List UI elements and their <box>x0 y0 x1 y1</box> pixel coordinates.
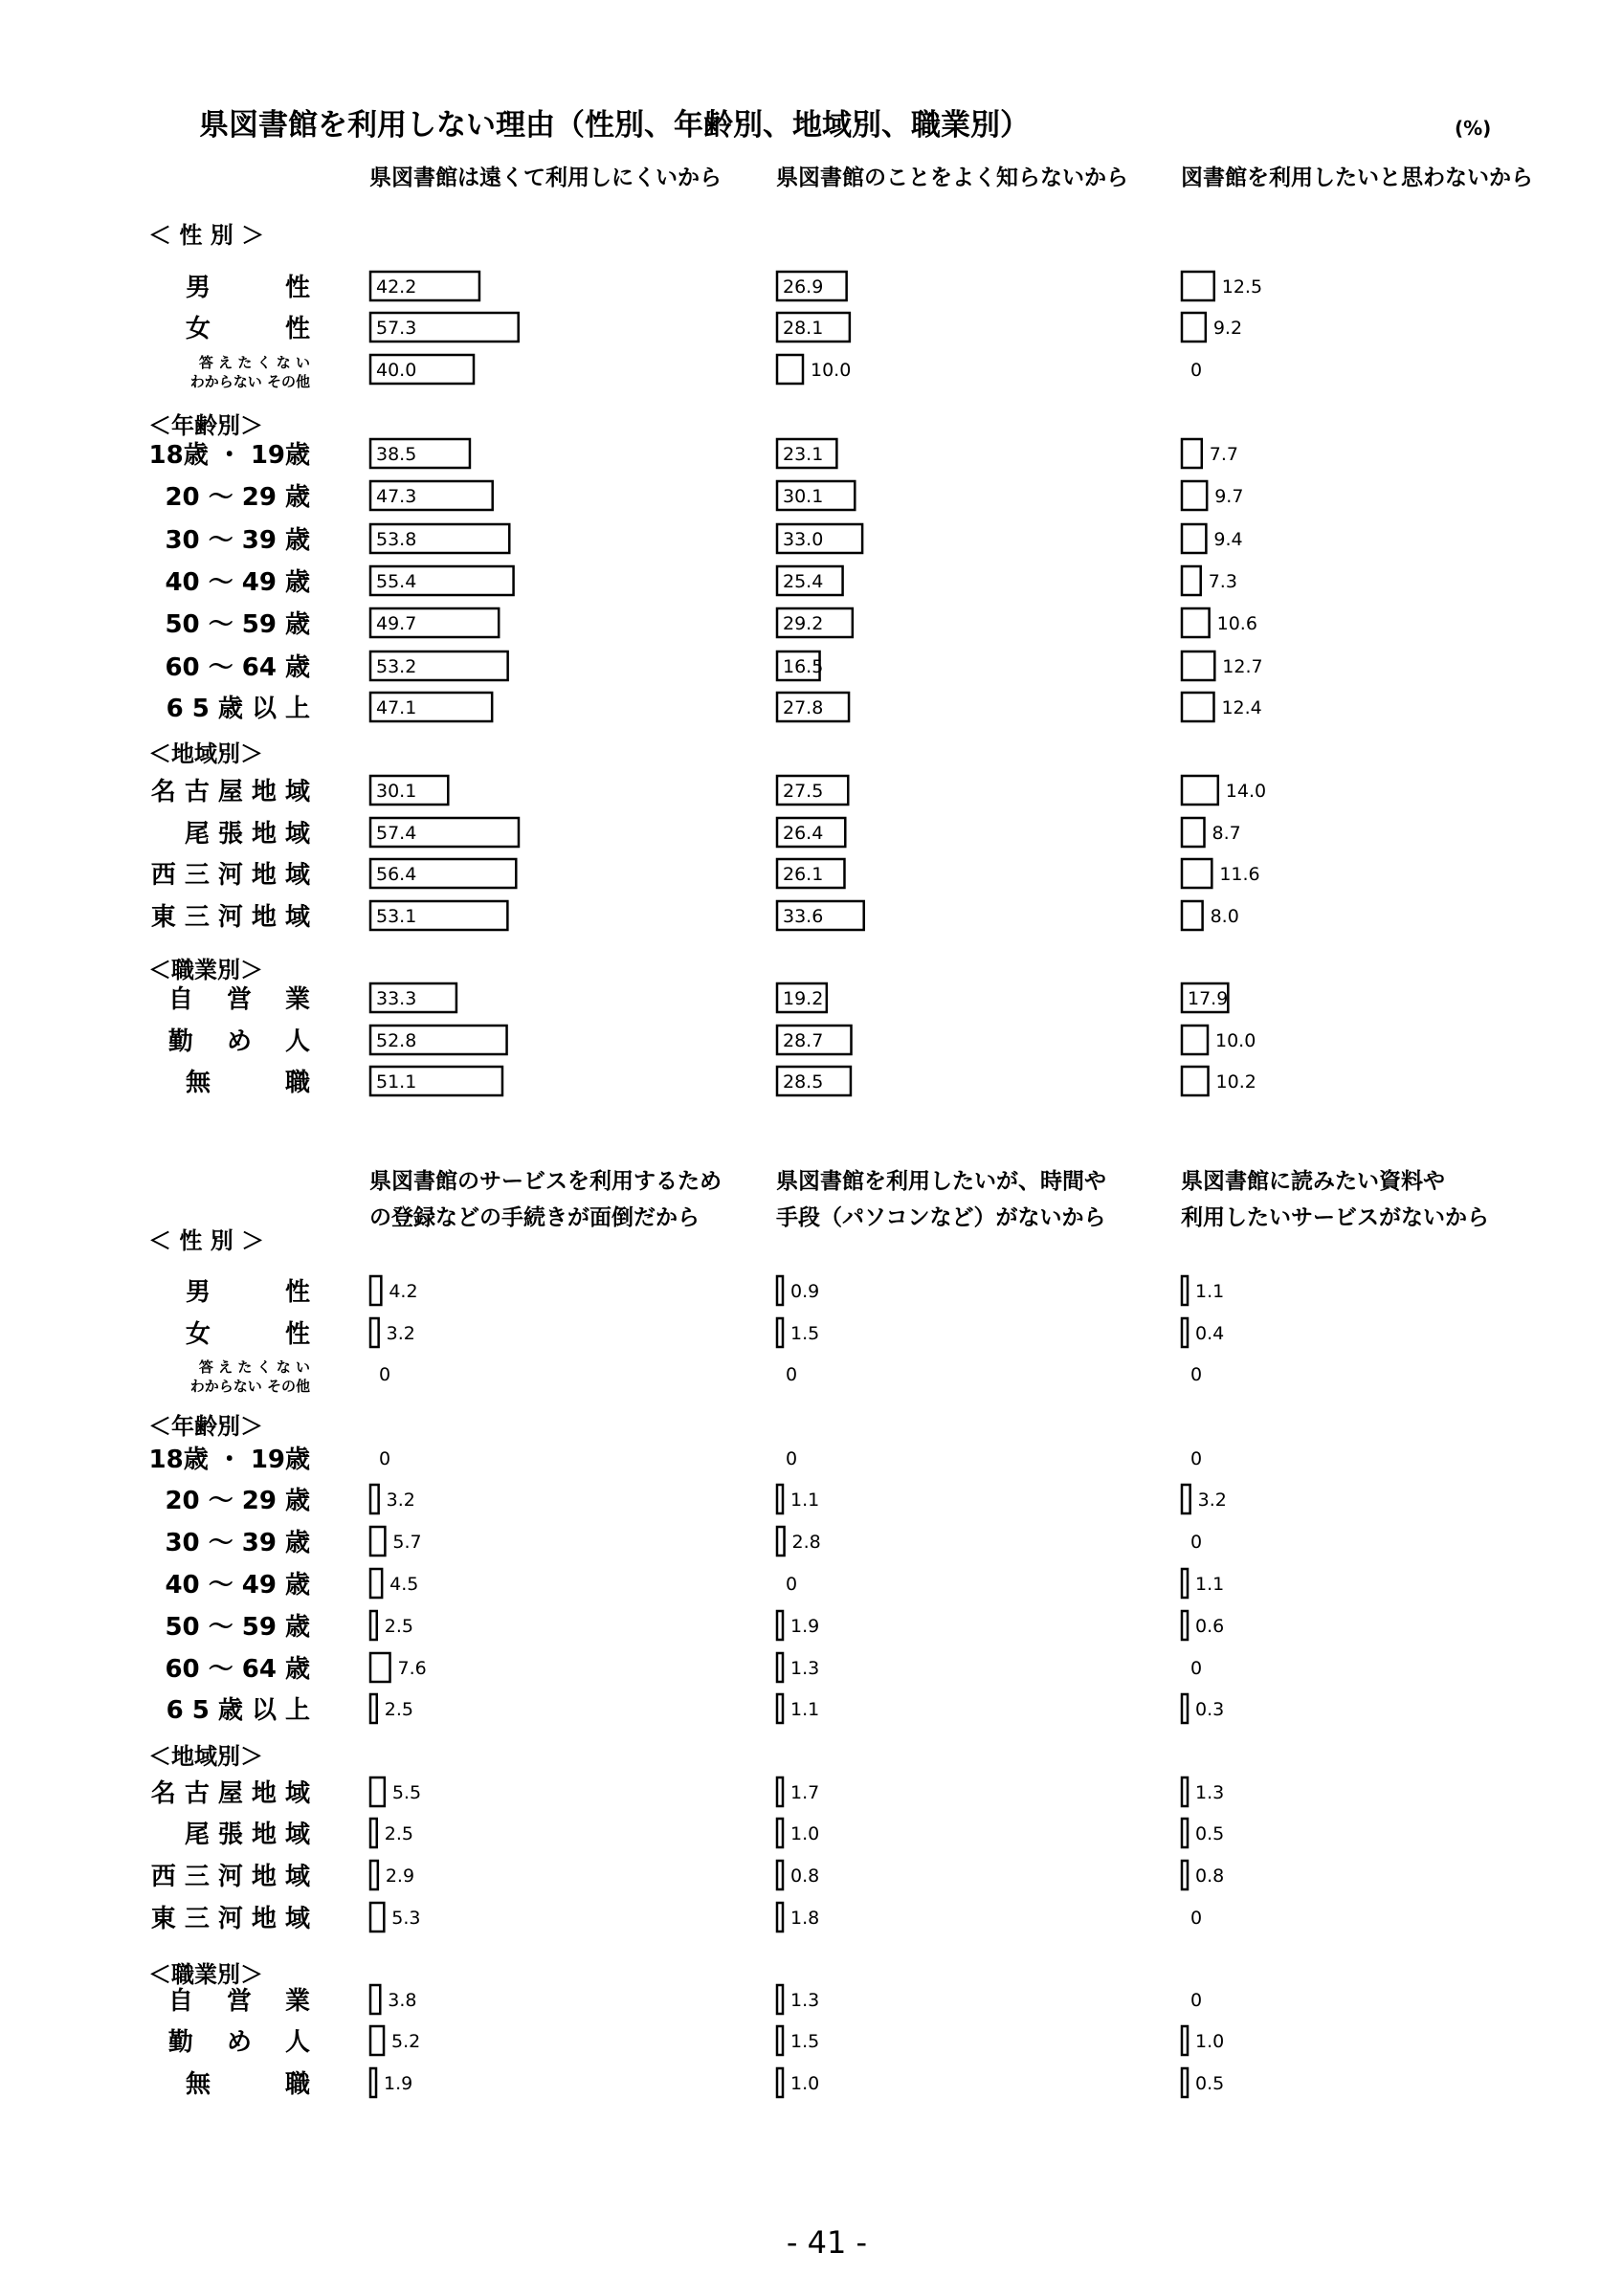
bar <box>777 1819 783 1847</box>
data-label: 14.0 <box>1225 781 1267 802</box>
data-label: 0 <box>1190 1908 1203 1929</box>
bar <box>370 1527 385 1556</box>
row-label: 40 ～ 49 歳 <box>165 568 310 597</box>
data-label: 30.1 <box>783 486 824 507</box>
data-label: 3.8 <box>388 1990 417 2011</box>
data-label: 29.2 <box>783 613 824 634</box>
data-label: 33.0 <box>783 529 824 550</box>
bar <box>1182 2026 1188 2055</box>
group-heading: ＜年齢別＞ <box>148 412 263 439</box>
data-label: 53.1 <box>376 906 417 927</box>
data-label: 11.6 <box>1219 864 1260 885</box>
data-label: 1.3 <box>1195 1782 1225 1803</box>
group-heading: ＜地域別＞ <box>148 1743 263 1770</box>
row-label: 名 古 屋 地 域 <box>150 1779 310 1808</box>
bar <box>777 1777 783 1806</box>
bar <box>370 2068 376 2097</box>
data-label: 33.6 <box>783 906 824 927</box>
data-label: 27.5 <box>783 781 824 802</box>
data-label: 12.7 <box>1222 656 1263 677</box>
row-label: 6 5 歳 以 上 <box>166 1696 310 1725</box>
data-label: 9.2 <box>1212 318 1243 339</box>
data-label: 1.0 <box>1195 2031 1225 2052</box>
bar <box>370 1653 390 1682</box>
row-label: 答 え た く な い <box>198 1358 310 1376</box>
bar <box>1182 818 1204 847</box>
data-label: 2.5 <box>384 1616 413 1637</box>
data-label: 1.9 <box>384 2073 413 2094</box>
bar <box>1182 1861 1188 1889</box>
data-label: 1.3 <box>790 1990 820 2011</box>
row-label: 答 え た く な い <box>198 354 310 371</box>
data-label: 25.4 <box>783 571 824 592</box>
data-label: 52.8 <box>376 1030 417 1051</box>
row-label: 30 ～ 39 歳 <box>165 1529 310 1557</box>
bar <box>1182 1694 1188 1723</box>
row-label: 女 性 <box>185 1320 310 1349</box>
bar <box>370 1485 379 1513</box>
column-title: 県図書館のサービスを利用するため <box>369 1169 722 1194</box>
row-label: 6 5 歳 以 上 <box>166 695 310 723</box>
bar <box>1182 651 1214 680</box>
bar <box>777 355 803 384</box>
data-label: 38.5 <box>376 444 417 465</box>
group-heading: ＜ 性 別 ＞ <box>148 1227 265 1254</box>
row-label: 男 性 <box>185 274 310 302</box>
bottom-panel <box>148 1168 1489 2099</box>
data-label: 0 <box>1190 1532 1203 1553</box>
row-label: 18歳 ・ 19歳 <box>148 1446 310 1474</box>
data-label: 1.1 <box>790 1490 820 1511</box>
data-label: 7.6 <box>397 1658 427 1679</box>
bar <box>1182 313 1206 342</box>
bar <box>370 1985 380 2014</box>
data-label: 28.5 <box>783 1071 824 1093</box>
data-label: 7.3 <box>1208 571 1237 592</box>
data-label: 19.2 <box>783 988 824 1009</box>
row-label: 50 ～ 59 歳 <box>165 1613 310 1642</box>
data-label: 0.5 <box>1195 2073 1225 2094</box>
data-label: 23.1 <box>783 444 824 465</box>
data-label: 0 <box>1190 1658 1203 1679</box>
chart-panels <box>148 165 1533 2099</box>
data-label: 0 <box>786 1448 798 1469</box>
row-label: 無 職 <box>185 1069 310 1097</box>
data-label: 33.3 <box>376 988 417 1009</box>
data-label: 47.3 <box>376 486 417 507</box>
bar <box>1182 776 1218 805</box>
data-label: 30.1 <box>376 781 417 802</box>
data-label: 51.1 <box>376 1071 417 1093</box>
data-label: 1.8 <box>790 1908 820 1929</box>
group-heading: ＜ 性 別 ＞ <box>148 222 265 249</box>
data-label: 12.5 <box>1221 276 1263 298</box>
row-label: 勤 め 人 <box>167 2028 310 2057</box>
data-label: 3.2 <box>1197 1490 1227 1511</box>
bar <box>1182 1067 1209 1095</box>
data-label: 9.4 <box>1213 529 1243 550</box>
data-label: 5.5 <box>391 1782 422 1803</box>
column-title: 図書館を利用したいと思わないから <box>1181 166 1533 190</box>
row-label: 名 古 屋 地 域 <box>150 778 310 806</box>
bar <box>777 1318 783 1347</box>
data-label: 0.5 <box>1195 1823 1225 1844</box>
data-label: 0.3 <box>1195 1699 1225 1720</box>
data-label: 8.7 <box>1212 823 1241 844</box>
bar <box>777 1276 783 1305</box>
bar <box>370 1861 378 1889</box>
data-label: 56.4 <box>376 864 417 885</box>
data-label: 53.2 <box>376 656 417 677</box>
row-label: 尾 張 地 域 <box>184 1821 310 1849</box>
data-label: 12.4 <box>1221 697 1262 718</box>
bar <box>777 1903 783 1932</box>
data-label: 10.2 <box>1215 1071 1256 1093</box>
data-label: 26.1 <box>783 864 824 885</box>
row-label: 自 営 業 <box>167 985 310 1014</box>
data-label: 10.0 <box>811 360 852 381</box>
unit-label: (%) <box>1455 117 1492 140</box>
data-label: 0.4 <box>1195 1323 1225 1344</box>
bar <box>370 1611 377 1640</box>
bar <box>370 1318 379 1347</box>
data-label: 49.7 <box>376 613 417 634</box>
data-label: 1.9 <box>790 1616 820 1637</box>
bar <box>777 2026 783 2055</box>
row-label: 西 三 河 地 域 <box>150 861 310 890</box>
data-label: 5.3 <box>391 1908 421 1929</box>
top-panel <box>148 165 1533 1097</box>
bar <box>1182 439 1202 468</box>
bar <box>777 1861 783 1889</box>
group-heading: ＜年齢別＞ <box>148 1413 263 1440</box>
bar <box>1182 272 1214 300</box>
data-label: 8.0 <box>1210 906 1239 927</box>
bar <box>777 1527 785 1556</box>
column-title: の登録などの手続きが面倒だから <box>369 1205 700 1230</box>
bar <box>777 1611 783 1640</box>
data-label: 17.9 <box>1188 988 1229 1009</box>
data-label: 0.9 <box>790 1281 820 1302</box>
data-label: 4.5 <box>389 1574 419 1595</box>
row-label: 無 職 <box>185 2070 310 2099</box>
data-label: 57.4 <box>376 823 417 844</box>
bar <box>370 2026 384 2055</box>
bar <box>1182 1276 1188 1305</box>
column-title: 利用したいサービスがないから <box>1181 1205 1489 1230</box>
bar <box>370 1819 377 1847</box>
chart-column <box>369 165 722 1095</box>
page-number: - 41 - <box>786 2224 868 2261</box>
page-title: 県図書館を利用しない理由（性別、年齢別、地域別、職業別） <box>199 108 1030 143</box>
chart-column <box>369 1168 722 2097</box>
bar <box>1182 1819 1188 1847</box>
row-label: 20 ～ 29 歳 <box>165 483 310 512</box>
row-label: 女 性 <box>185 315 310 343</box>
data-label: 7.7 <box>1209 444 1239 465</box>
data-label: 3.2 <box>386 1490 415 1511</box>
group-heading: ＜地域別＞ <box>148 740 263 767</box>
bar <box>1182 1026 1208 1054</box>
bar <box>1182 693 1213 721</box>
data-label: 55.4 <box>376 571 417 592</box>
data-label: 26.9 <box>783 276 824 298</box>
bar <box>1182 1777 1188 1806</box>
row-label: 自 営 業 <box>167 1987 310 2016</box>
data-label: 0 <box>1190 1364 1203 1385</box>
data-label: 53.8 <box>376 529 417 550</box>
data-label: 2.9 <box>385 1866 415 1887</box>
chart-column <box>1181 1168 1489 2097</box>
bar <box>370 1777 385 1806</box>
row-label: わからない その他 <box>189 373 310 390</box>
data-label: 1.1 <box>1195 1281 1225 1302</box>
data-label: 1.5 <box>790 2031 820 2052</box>
bar <box>1182 1611 1188 1640</box>
data-label: 1.0 <box>790 2073 820 2094</box>
data-label: 47.1 <box>376 697 417 718</box>
data-label: 0.8 <box>790 1866 820 1887</box>
row-label: 尾 張 地 域 <box>184 820 310 849</box>
bar <box>777 1694 783 1723</box>
data-label: 0 <box>786 1574 798 1595</box>
data-label: 1.0 <box>790 1823 820 1844</box>
column-title: 県図書館に読みたい資料や <box>1181 1169 1445 1194</box>
bar <box>370 1276 381 1305</box>
row-label: 40 ～ 49 歳 <box>165 1571 310 1600</box>
data-label: 16.5 <box>783 656 824 677</box>
data-label: 0 <box>1190 1990 1203 2011</box>
data-label: 1.5 <box>790 1323 820 1344</box>
data-label: 3.2 <box>386 1323 415 1344</box>
row-label: 60 ～ 64 歳 <box>165 1655 310 1684</box>
bar <box>1182 859 1212 888</box>
data-label: 1.7 <box>790 1782 820 1803</box>
bar <box>370 1903 384 1932</box>
data-label: 28.7 <box>783 1030 824 1051</box>
row-label: 勤 め 人 <box>167 1027 310 1056</box>
bar <box>777 1485 783 1513</box>
row-label: 男 性 <box>185 1278 310 1307</box>
row-label: 60 ～ 64 歳 <box>165 653 310 682</box>
data-label: 0 <box>786 1364 798 1385</box>
data-label: 1.1 <box>1195 1574 1225 1595</box>
bar <box>1182 2068 1188 2097</box>
data-label: 0.6 <box>1195 1616 1225 1637</box>
chart-column <box>776 165 1128 1095</box>
chart-column <box>1181 165 1533 1095</box>
row-label: 東 三 河 地 域 <box>150 903 310 932</box>
data-label: 1.1 <box>790 1699 820 1720</box>
row-label: 西 三 河 地 域 <box>150 1863 310 1891</box>
column-title: 手段（パソコンなど）がないから <box>776 1205 1106 1230</box>
data-label: 0 <box>1190 1448 1203 1469</box>
data-label: 1.3 <box>790 1658 820 1679</box>
row-label: 30 ～ 39 歳 <box>165 526 310 555</box>
column-title: 県図書館は遠くて利用しにくいから <box>369 166 722 190</box>
row-label: 東 三 河 地 域 <box>150 1905 310 1933</box>
data-label: 0 <box>379 1364 391 1385</box>
bar <box>777 2068 783 2097</box>
data-label: 10.0 <box>1215 1030 1256 1051</box>
data-label: 2.8 <box>791 1532 821 1553</box>
data-label: 57.3 <box>376 318 417 339</box>
data-label: 10.6 <box>1216 613 1257 634</box>
column-title: 県図書館を利用したいが、時間や <box>776 1169 1106 1194</box>
data-label: 5.7 <box>392 1532 422 1553</box>
group-heading: ＜職業別＞ <box>148 957 263 983</box>
data-label: 0.8 <box>1195 1866 1225 1887</box>
bar <box>1182 524 1206 553</box>
row-label: 20 ～ 29 歳 <box>165 1487 310 1515</box>
chart-column <box>776 1168 1106 2097</box>
data-label: 27.8 <box>783 697 824 718</box>
bar <box>777 1653 783 1682</box>
data-label: 4.2 <box>389 1281 418 1302</box>
column-title: 県図書館のことをよく知らないから <box>776 166 1128 190</box>
row-label: 18歳 ・ 19歳 <box>148 441 310 470</box>
data-label: 42.2 <box>376 276 417 298</box>
bar <box>1182 1318 1188 1347</box>
data-label: 28.1 <box>783 318 824 339</box>
bar <box>370 1694 377 1723</box>
bar <box>1182 566 1201 595</box>
group-heading: ＜職業別＞ <box>148 1961 263 1988</box>
data-label: 40.0 <box>376 360 417 381</box>
data-label: 2.5 <box>384 1823 413 1844</box>
row-label: 50 ～ 59 歳 <box>165 610 310 639</box>
bar <box>1182 1485 1190 1513</box>
data-label: 0 <box>1190 360 1203 381</box>
data-label: 9.7 <box>1214 486 1244 507</box>
bar <box>1182 481 1207 510</box>
bar <box>777 1985 783 2014</box>
row-label: わからない その他 <box>189 1378 310 1395</box>
data-label: 26.4 <box>783 823 824 844</box>
bar <box>1182 608 1210 637</box>
data-label: 2.5 <box>384 1699 413 1720</box>
bar <box>1182 1569 1188 1598</box>
data-label: 0 <box>379 1448 391 1469</box>
bar <box>1182 901 1203 930</box>
data-label: 5.2 <box>391 2031 421 2052</box>
bar <box>370 1569 382 1598</box>
